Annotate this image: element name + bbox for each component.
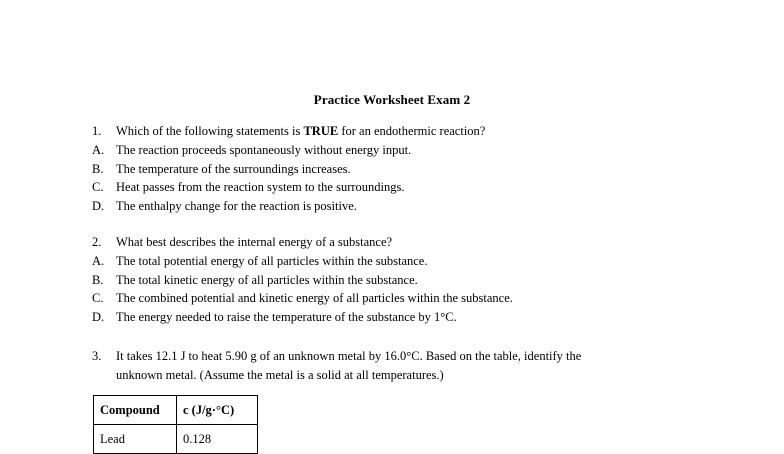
table-header-specific-heat: c (J/g·°C) (177, 396, 258, 425)
option-text: The reaction proceeds spontaneously without energy input. (116, 143, 412, 157)
question-number: 2. (92, 235, 102, 249)
question-text: What best describes the internal energy of a substance? (116, 235, 393, 249)
option-text: The energy needed to raise the temperature of the substance by 1°C. (116, 310, 457, 324)
option-text: The combined potential and kinetic energy of all particles within the substance. (116, 291, 513, 305)
option-text: The temperature of the surroundings increases. (116, 162, 351, 176)
table-header-row (94, 396, 258, 425)
table-row (94, 425, 258, 454)
option-letter: C. (92, 291, 104, 305)
question-text: unknown metal. (Assume the metal is a solid at all temperatures.) (116, 368, 444, 382)
option-text: The enthalpy change for the reaction is positive. (116, 199, 357, 213)
option-text: The total potential energy of all particles within the substance. (116, 254, 428, 268)
option-letter: B. (92, 273, 104, 287)
page-title: Practice Worksheet Exam 2 (313, 92, 471, 107)
option-letter: A. (92, 254, 105, 268)
table-header-compound: Compound (94, 396, 177, 425)
specific-heat-table (93, 395, 258, 454)
option-letter: C. (92, 180, 104, 194)
question-number: 3. (92, 349, 102, 363)
question-number: 1. (92, 124, 102, 138)
table-cell-compound: Lead (94, 425, 177, 454)
option-letter: A. (92, 143, 105, 157)
option-text: The total kinetic energy of all particles within the substance. (116, 273, 418, 287)
option-letter: D. (92, 199, 105, 213)
question-text: It takes 12.1 J to heat 5.90 g of an unknown metal by 16.0°C. Based on the table, identify the (116, 349, 582, 363)
question-text: Which of the following statements is TRUE for an endothermic reaction? (116, 124, 486, 138)
option-text: Heat passes from the reaction system to the surroundings. (116, 180, 405, 194)
table-cell-specific-heat: 0.128 (177, 425, 258, 454)
option-letter: B. (92, 162, 104, 176)
option-letter: D. (92, 310, 105, 324)
emphasis-word: TRUE (303, 124, 339, 138)
